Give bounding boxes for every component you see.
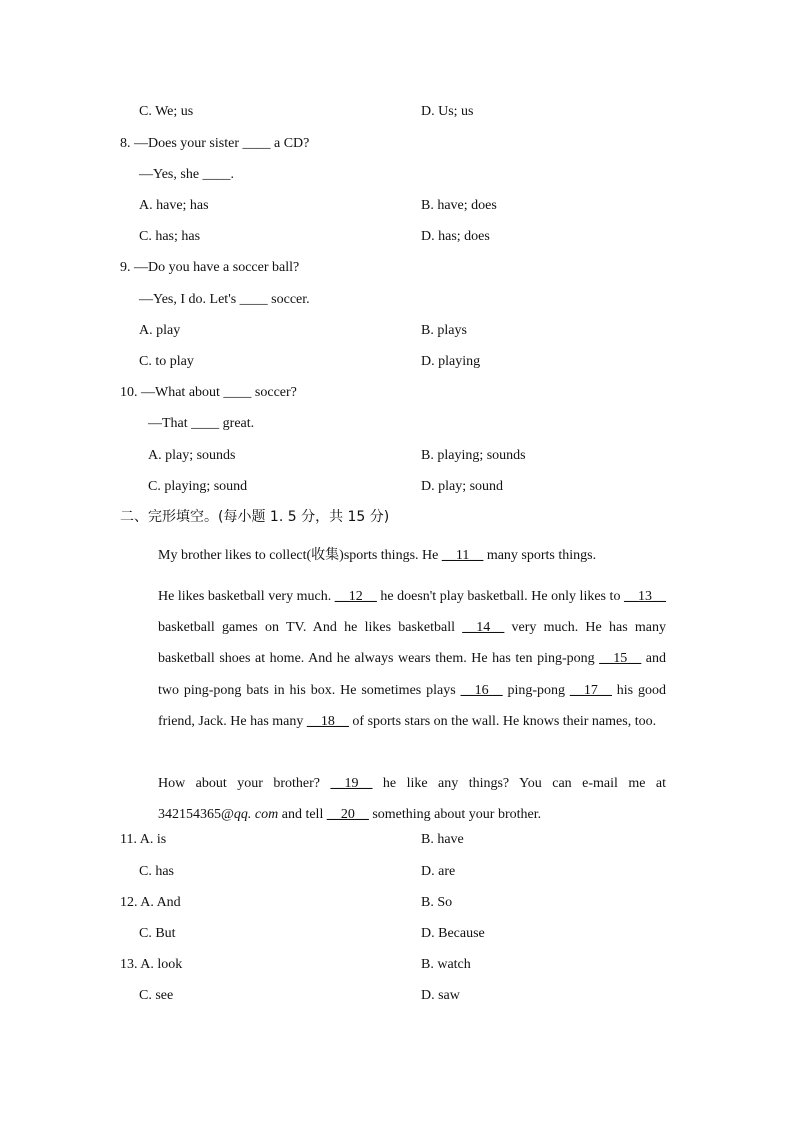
q10-option-a: A. play; sounds	[148, 448, 236, 463]
blank-12: __12__	[334, 589, 377, 604]
q10-option-b: B. playing; sounds	[421, 448, 526, 463]
passage-text: My brother likes to collect(收集)sports things. He	[158, 548, 442, 563]
q10-option-d: D. play; sound	[421, 479, 504, 494]
q9-option-d: D. playing	[421, 354, 481, 369]
q11-option-c: C. has	[139, 864, 174, 879]
q9-reply: —Yes, I do. Let's ____ soccer.	[139, 292, 310, 307]
q8-option-a: A. have; has	[139, 198, 209, 213]
q13-option-a: 13. A. look	[120, 957, 183, 972]
q10-option-c: C. playing; sound	[148, 479, 248, 494]
q10-reply: —That ____ great.	[148, 416, 255, 431]
q9-option-a: A. play	[139, 323, 181, 338]
passage-text: he doesn't play basketball. He only likes to	[376, 589, 624, 604]
section-heading: 二、完形填空。(每小题 1. 5 分，共 15 分)	[120, 509, 390, 525]
email-address: 342154365@	[158, 807, 234, 823]
q12-option-d: D. Because	[421, 926, 485, 941]
q10-stem: 10. —What about ____ soccer?	[120, 385, 297, 400]
passage-text: He likes basketball very much.	[158, 589, 335, 604]
q8-option-d: D. has; does	[421, 229, 490, 244]
q8-option-b: B. have; does	[421, 198, 497, 213]
q7-option-c: C. We; us	[139, 104, 194, 119]
q11-option-a: 11. A. is	[120, 832, 167, 847]
passage-text: ping-pong	[502, 682, 570, 698]
passage-text: basketball games on TV. And he likes basketball	[158, 620, 463, 636]
passage-text: very much. He has many basketball shoes at home. And he always wears them. He has ten ping-pong	[158, 620, 666, 667]
passage-paragraph-2	[120, 581, 666, 737]
blank-16: __16__	[460, 682, 503, 698]
q8-option-c: C. has; has	[139, 229, 201, 244]
passage-text: something about your brother.	[368, 807, 542, 823]
passage-text: and two ping-pong bats in his box. He sometimes plays	[158, 651, 666, 698]
q13-option-c: C. see	[139, 988, 174, 1003]
passage-text: many sports things.	[483, 548, 597, 563]
q11-option-b: B. have	[421, 832, 464, 847]
q11-option-d: D. are	[421, 864, 456, 879]
passage-paragraph-1	[120, 546, 666, 566]
blank-11: __11__	[441, 548, 484, 563]
passage-text: of sports stars on the wall. He knows their names, too.	[348, 713, 657, 729]
q8-stem: 8. —Does your sister ____ a CD?	[120, 136, 310, 151]
q12-option-b: B. So	[421, 895, 453, 910]
blank-19: __19__	[330, 776, 373, 791]
blank-14: __14__	[462, 620, 505, 636]
passage-text: he like any things? You can e-mail me at	[372, 776, 666, 791]
blank-15: __15__	[599, 651, 642, 667]
q9-option-b: B. plays	[421, 323, 467, 338]
q9-option-c: C. to play	[139, 354, 194, 369]
passage-paragraph-3	[120, 768, 666, 830]
email-domain: qq. com	[233, 807, 279, 823]
q13-option-b: B. watch	[421, 957, 471, 972]
q13-option-d: D. saw	[421, 988, 460, 1003]
passage-text: How about your brother?	[158, 776, 331, 791]
blank-13: __13__	[624, 589, 666, 604]
blank-20: __20__	[326, 807, 369, 823]
q7-option-d: D. Us; us	[421, 104, 474, 119]
blank-18: __18__	[306, 713, 349, 729]
blank-17: __17__	[569, 682, 612, 698]
q12-option-c: C. But	[139, 926, 176, 941]
passage-text: and tell	[278, 807, 327, 823]
q12-option-a: 12. A. And	[120, 895, 181, 910]
q9-stem: 9. —Do you have a soccer ball?	[120, 260, 300, 275]
q8-reply: —Yes, she ____.	[139, 167, 235, 182]
passage-text: his good friend, Jack. He has many	[158, 682, 666, 729]
